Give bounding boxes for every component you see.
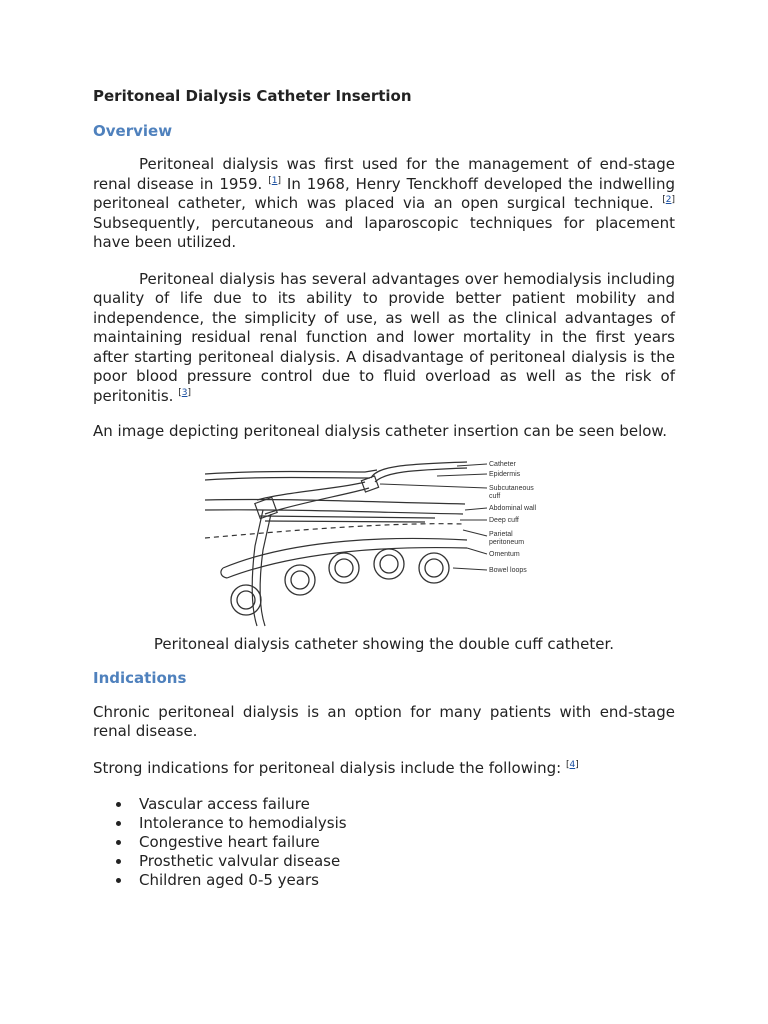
overview-paragraph-3: An image depicting peritoneal dialysis catheter insertion can be seen below. (93, 422, 668, 440)
reference-link-3[interactable]: [3] (178, 387, 191, 398)
overview-paragraph-2: Peritoneal dialysis has several advantages over hemodialysis including quality of life due to its ability to provide better patient mobility and independence, the simplicity of use, as well as the clinical advantages of maintaining residual renal function and lower mortality in the first years after starting peritoneal dialysis. A disadvantage of peritoneal dialysis is the poor blood pressure control due to fluid overload as well as the risk of peritonitis. [3] (93, 269, 675, 405)
label-deep-cuff: Deep cuff (489, 516, 519, 524)
reference-link-2[interactable]: [2] (662, 195, 675, 205)
list-item: Children aged 0-5 years (93, 871, 675, 890)
label-omentum: Omentum (489, 550, 520, 558)
label-catheter: Catheter (489, 460, 516, 468)
overview-paragraph-1: Peritoneal dialysis was first used for the management of end-stage renal disease in 1959. [1] In 1968, Henry Tenckhoff developed the indwelling peritoneal catheter, which was placed via an open surgical technique. [2] Subsequently, percutaneous and laparoscopic techniques for placement have been utilized. (93, 155, 675, 251)
label-subcutaneous: Subcutaneous (489, 484, 534, 492)
document-page (93, 86, 675, 890)
indications-paragraph-1: Chronic peritoneal dialysis is an option for many patients with end-stage renal disease. (93, 702, 675, 740)
label-bowel-loops: Bowel loops (489, 566, 527, 574)
reference-link-4[interactable]: [4] (565, 759, 579, 770)
section-heading-overview: Overview (93, 122, 173, 140)
label-parietal: Parietal (489, 530, 513, 538)
label-abdominal-wall: Abdominal wall (489, 504, 537, 512)
label-cuff: cuff (489, 492, 501, 500)
indications-paragraph-2: Strong indications for peritoneal dialysis include the following: [4] (93, 758, 579, 777)
list-item: Vascular access failure (93, 795, 675, 814)
list-item: Intolerance to hemodialysis (93, 814, 675, 833)
label-epidermis: Epidermis (489, 470, 521, 478)
list-item: Congestive heart failure (93, 833, 675, 852)
list-item: Prosthetic valvular disease (93, 852, 675, 871)
catheter-diagram (205, 458, 545, 628)
document-title: Peritoneal Dialysis Catheter Insertion (93, 87, 412, 105)
reference-link-1[interactable]: [1] (268, 175, 281, 186)
indications-list (93, 795, 675, 890)
label-peritoneum: peritoneum (489, 538, 525, 546)
catheter-diagram-figure (93, 458, 675, 628)
figure-caption: Peritoneal dialysis catheter showing the double cuff catheter. (153, 634, 615, 653)
section-heading-indications: Indications (93, 668, 187, 687)
